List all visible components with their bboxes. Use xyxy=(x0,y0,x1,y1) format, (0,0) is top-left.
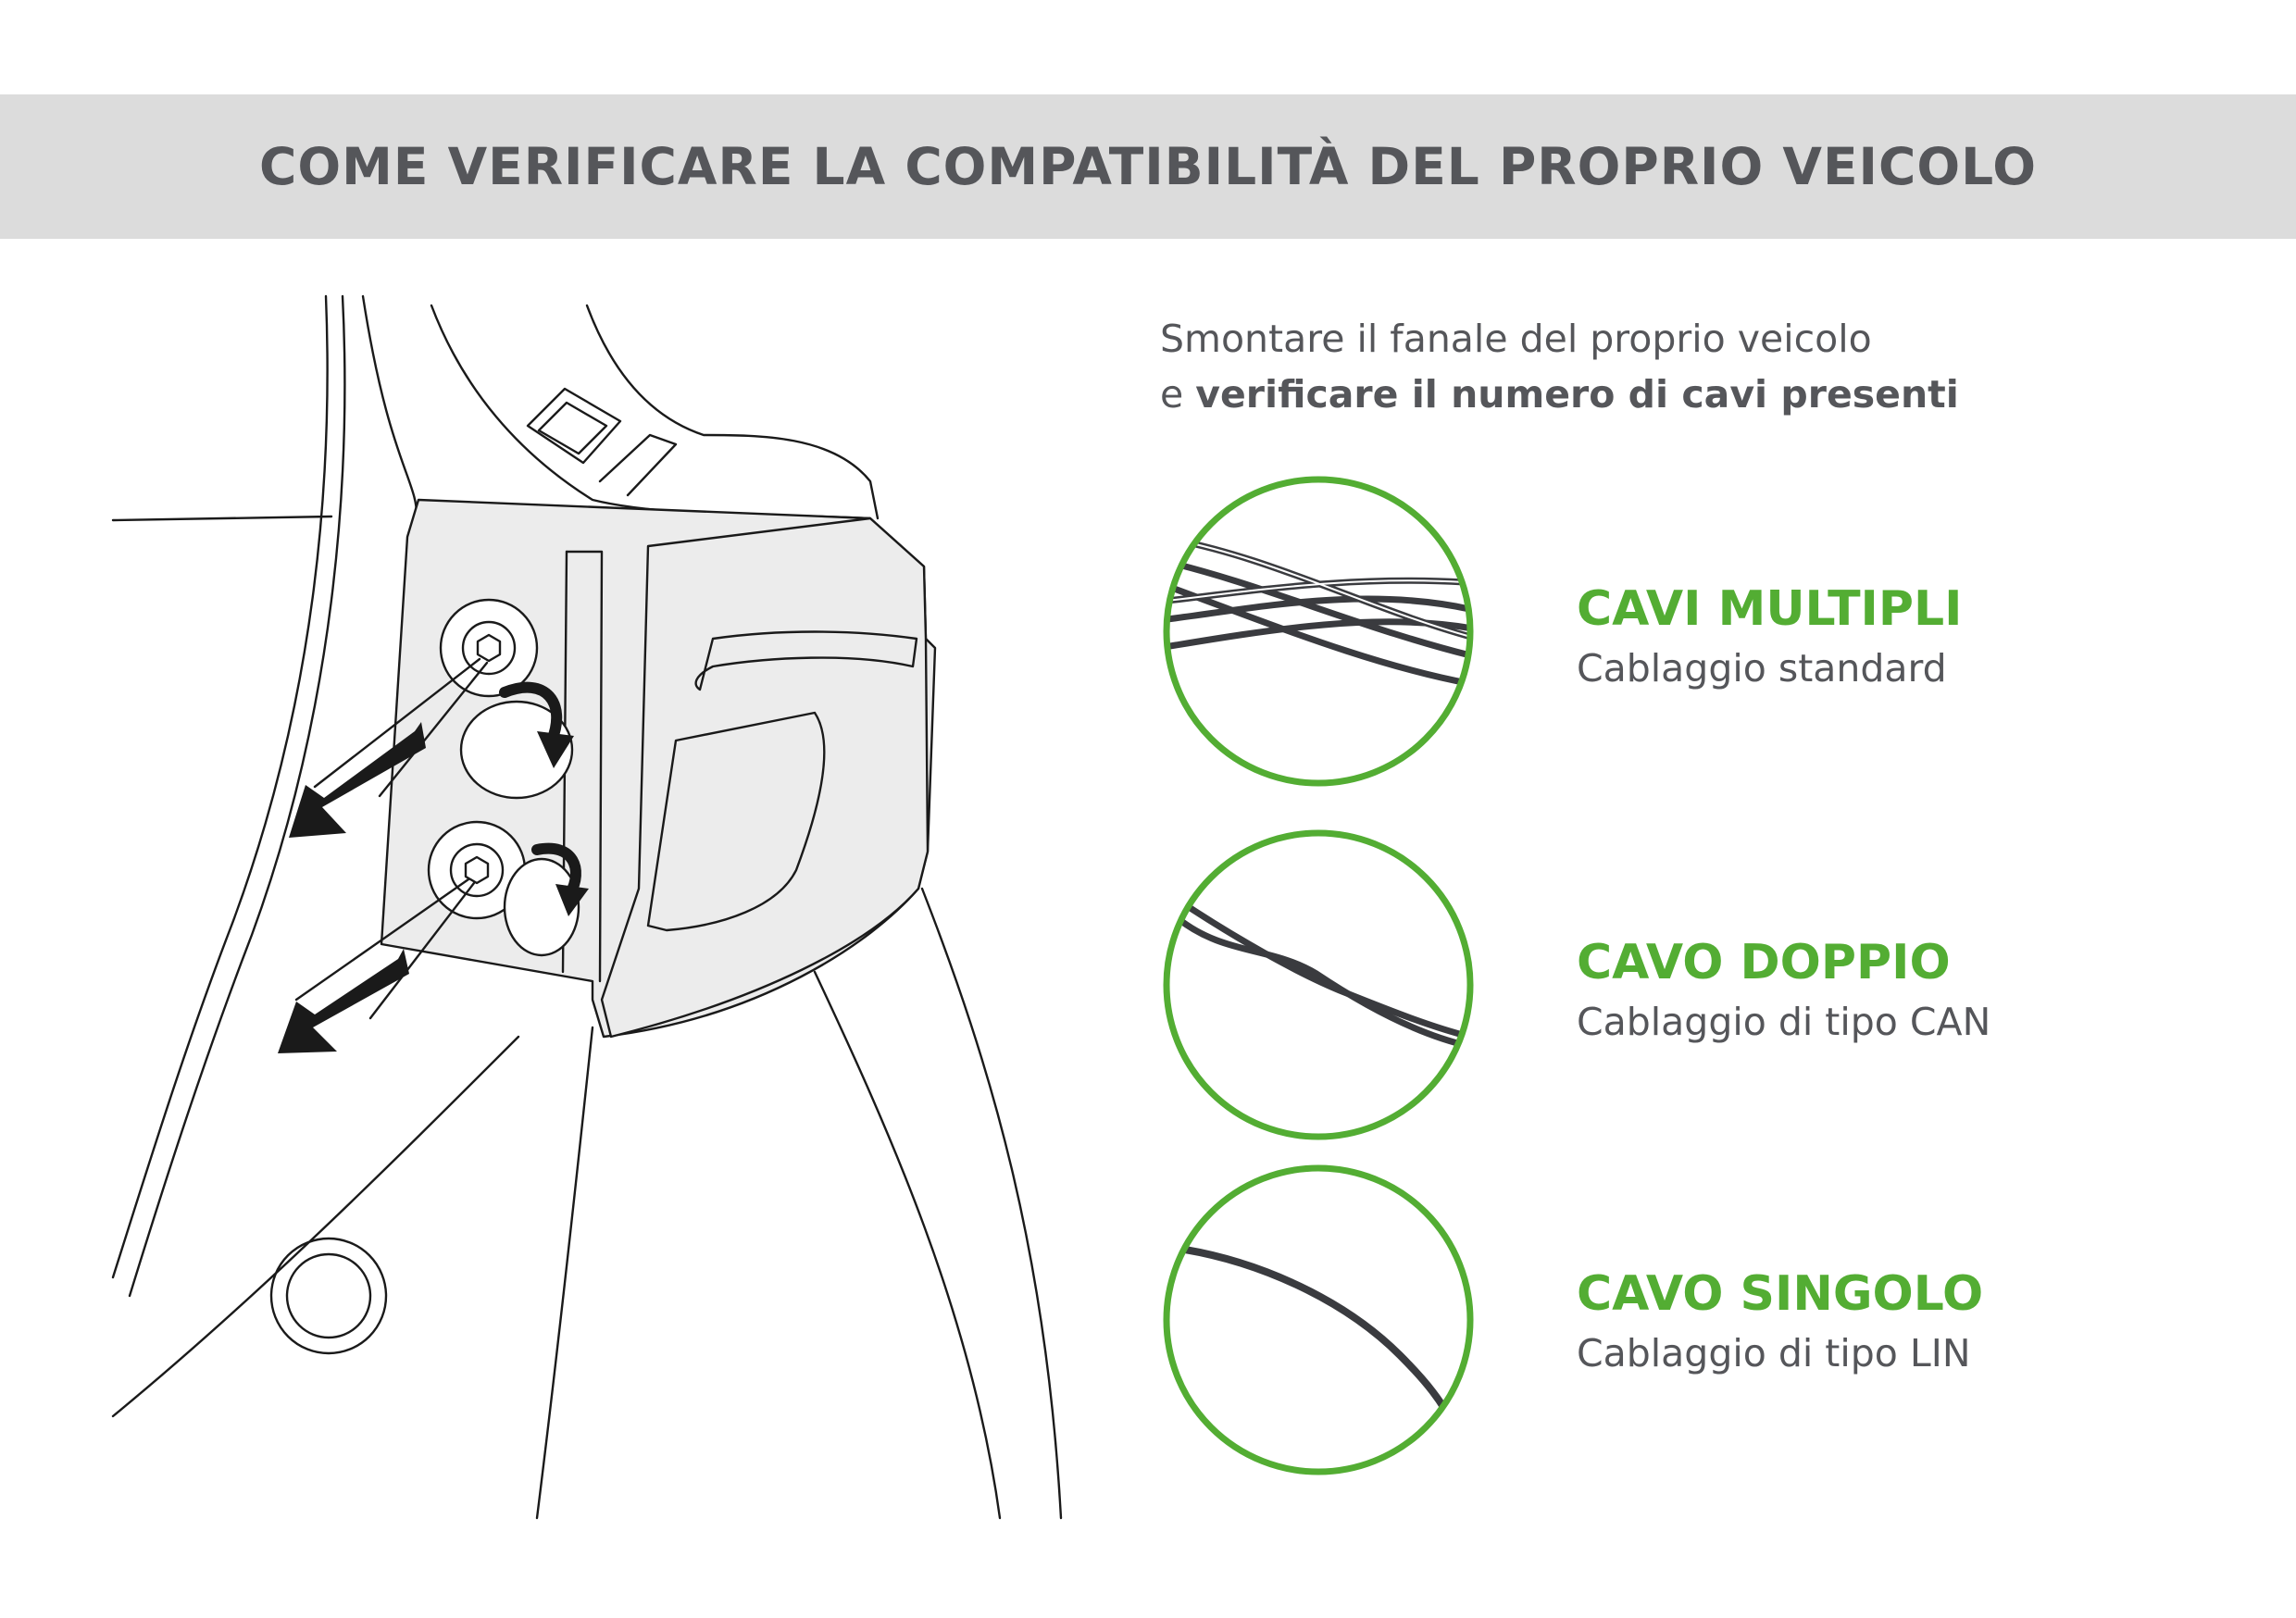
multiple-wires-icon xyxy=(1159,472,1478,790)
vent-outline xyxy=(539,403,606,454)
instruction-line-2-prefix: e xyxy=(1160,372,1196,417)
body-contour-line xyxy=(600,435,676,495)
instruction-line-2-bold: verificare il numero di cavi presenti xyxy=(1195,372,1959,417)
body-sensor-outline xyxy=(287,1254,370,1338)
twisted-pair-wire-icon xyxy=(1159,826,1478,1144)
tail-light-lens xyxy=(602,518,928,1037)
option-title-multiple: CAVI MULTIPLI xyxy=(1577,581,1963,637)
option-subtitle-multiple: Cablaggio standard xyxy=(1577,646,1947,691)
body-contour-line xyxy=(431,305,870,518)
body-contour-line xyxy=(815,972,1000,1518)
pull-arrow-icon xyxy=(278,949,409,1053)
option-subtitle-single: Cablaggio di tipo LIN xyxy=(1577,1331,1971,1375)
body-sensor-outline xyxy=(271,1238,386,1353)
option-title-single: CAVO SINGOLO xyxy=(1577,1266,1984,1322)
instruction-line-2 xyxy=(1160,367,2252,422)
instruction-line-1: Smontare il fanale del proprio veicolo xyxy=(1160,317,1872,361)
body-contour-line xyxy=(537,1027,593,1518)
instruction-text xyxy=(1160,311,2252,422)
body-contour-line xyxy=(922,889,1061,1518)
body-contour-line xyxy=(113,1037,518,1416)
body-contour-line xyxy=(363,296,417,518)
option-subtitle-double: Cablaggio di tipo CAN xyxy=(1577,1000,1991,1044)
screw-outline xyxy=(441,600,537,696)
single-wire-icon xyxy=(1159,1161,1478,1479)
page-title: COME VERIFICARE LA COMPATIBILITÀ DEL PROPRIO VEICOLO xyxy=(259,137,2037,196)
option-title-double: CAVO DOPPIO xyxy=(1577,935,1951,990)
body-contour-line xyxy=(113,296,328,1277)
body-contour-line xyxy=(587,305,878,518)
body-contour-line xyxy=(113,517,331,520)
